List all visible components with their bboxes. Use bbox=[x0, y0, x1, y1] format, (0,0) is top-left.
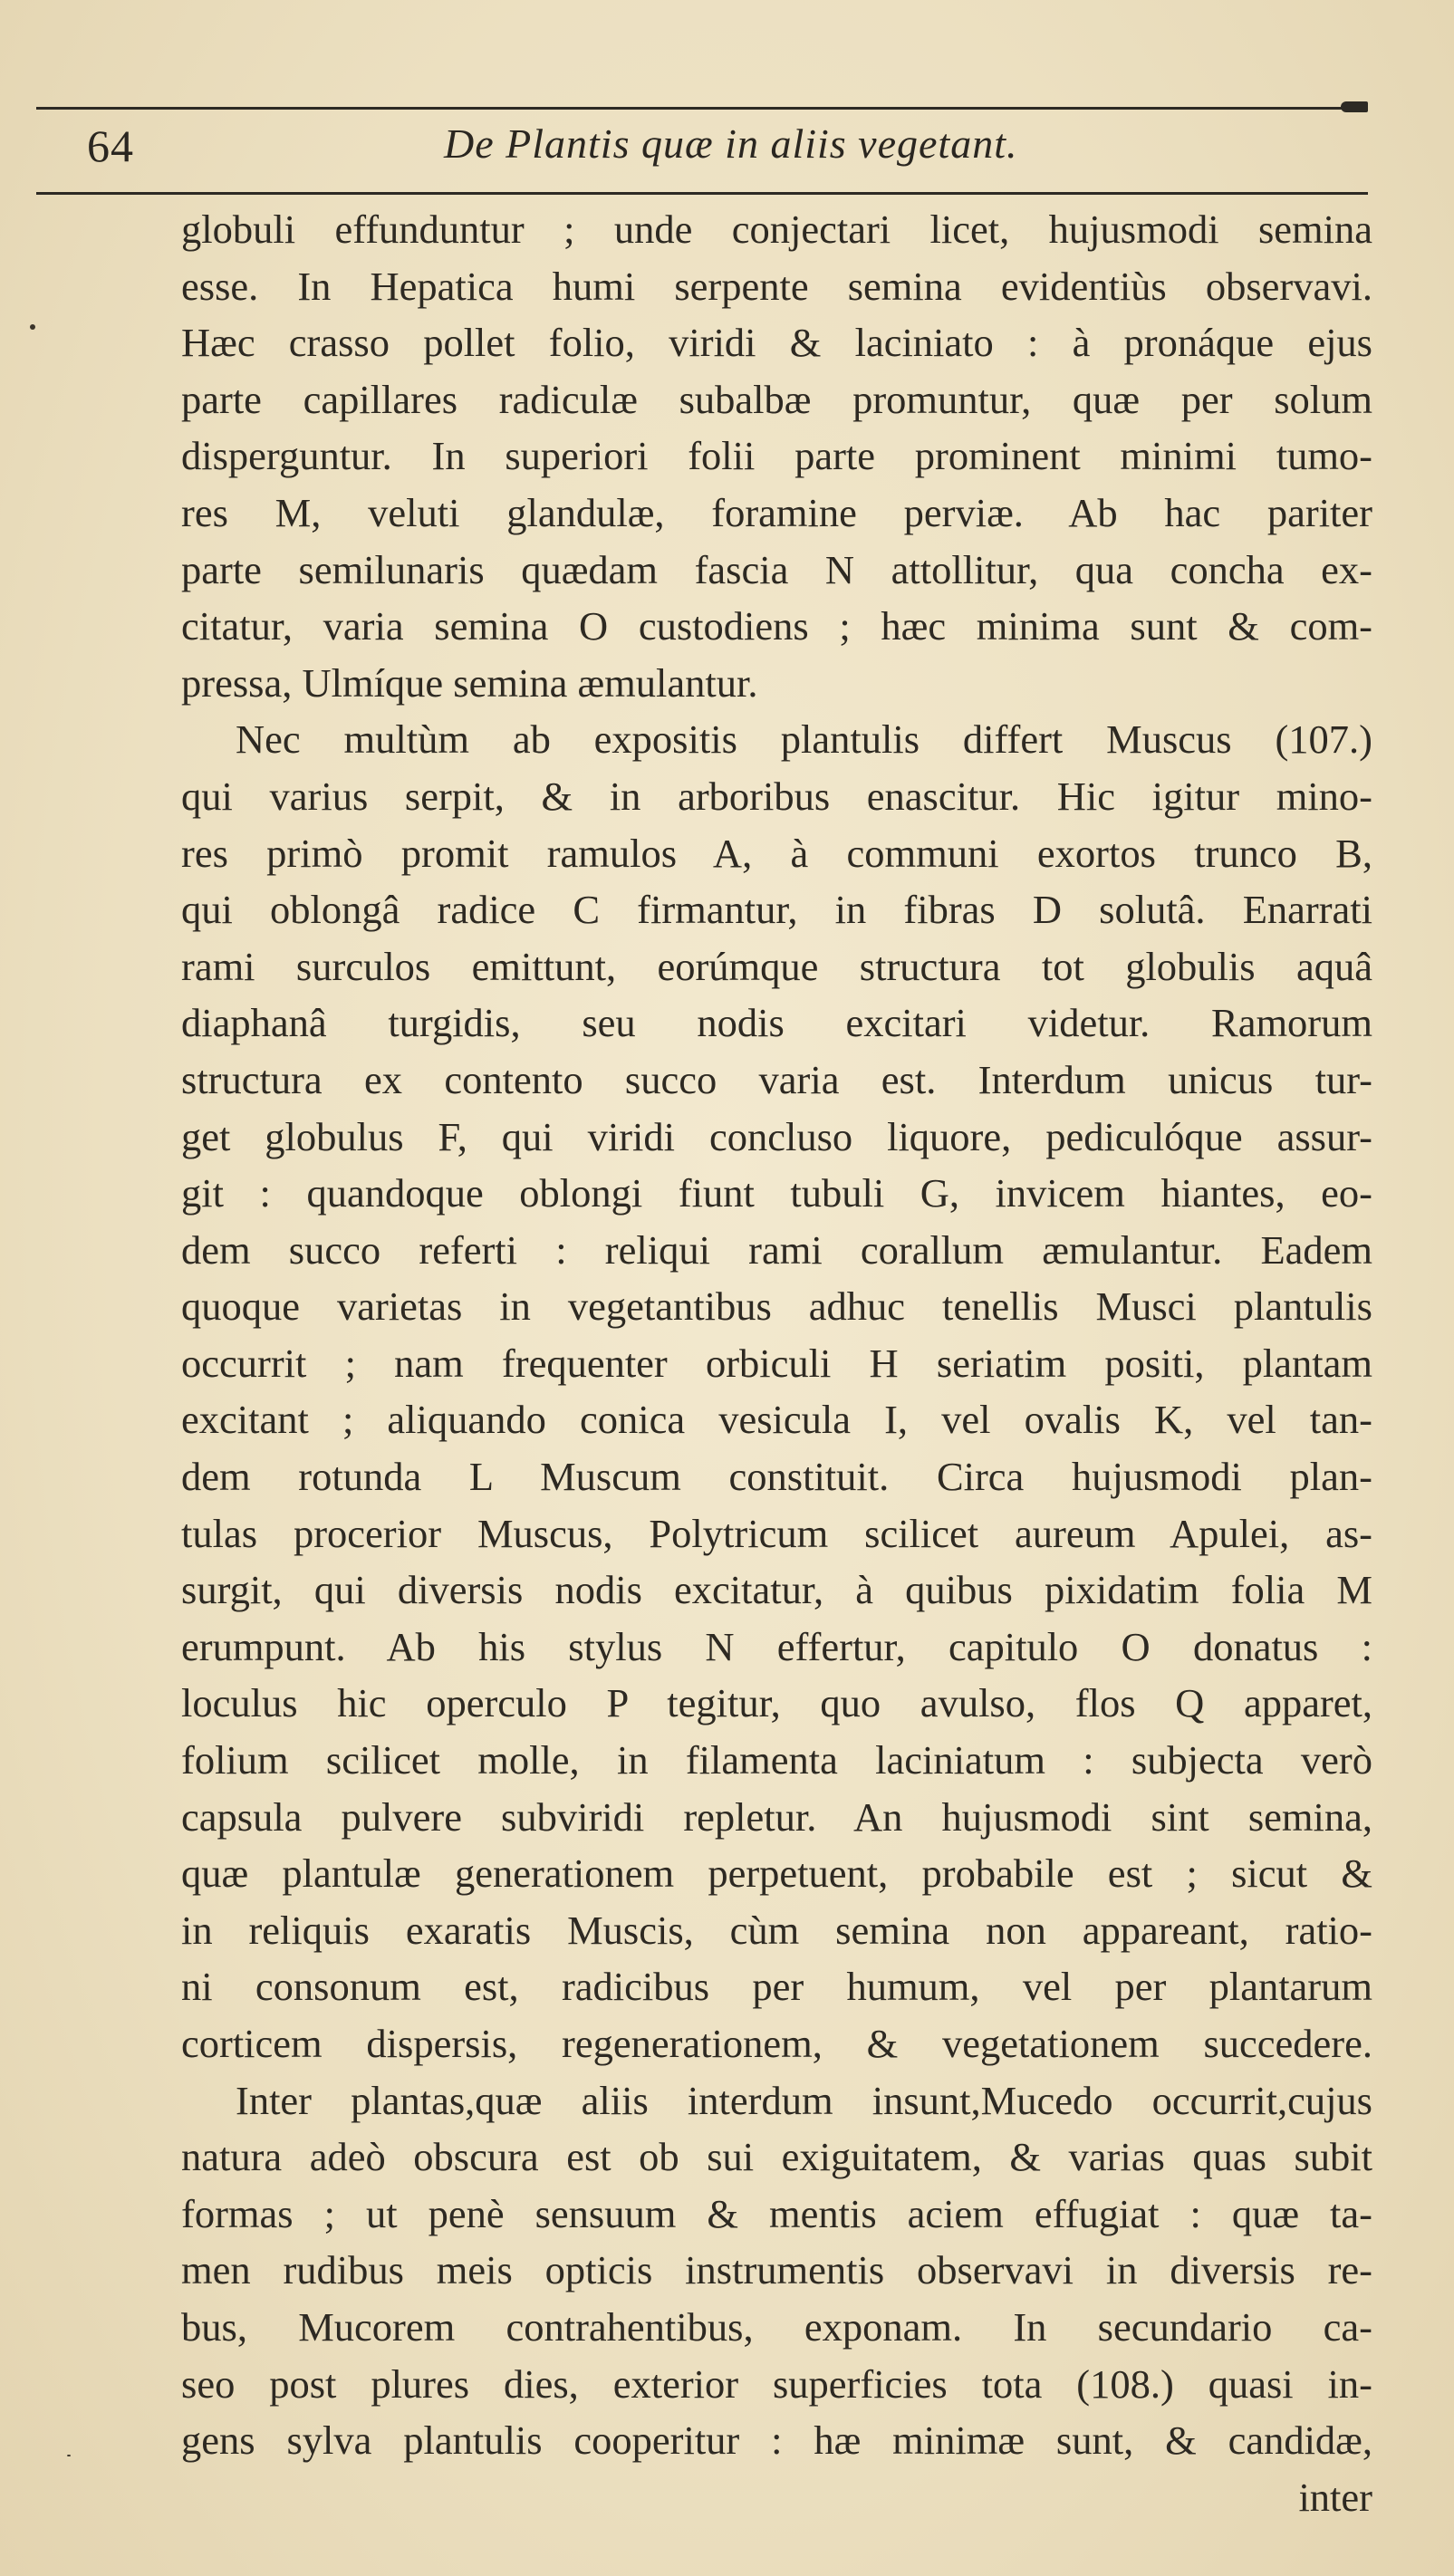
text-line: bus, Mucorem contrahentibus, exponam. In secundario ca- bbox=[181, 2303, 1372, 2350]
text-line: esse. In Hepatica humi serpente semina evidentiùs observavi. bbox=[181, 263, 1372, 309]
text-line: in reliquis exaratis Muscis, cùm semina non appareant, ratio- bbox=[181, 1907, 1372, 1953]
text-line: quæ plantulæ generationem perpetuent, probabile est ; sicut & bbox=[181, 1850, 1372, 1897]
catchword: inter bbox=[1298, 2474, 1372, 2520]
header-rule-ornament bbox=[1341, 101, 1368, 112]
text-line: ni consonum est, radicibus per humum, vel per plantarum bbox=[181, 1964, 1372, 2010]
text-line: parte capillares radiculæ subalbæ promuntur, quæ per solum bbox=[181, 376, 1372, 422]
ink-speck bbox=[67, 2455, 71, 2456]
text-line: dem succo referti : reliqui rami corallum æmulantur. Eadem bbox=[181, 1226, 1372, 1273]
text-line: rami surculos emittunt, eorúmque structura tot globulis aquâ bbox=[181, 943, 1372, 989]
text-line: capsula pulvere subviridi repletur. An hujusmodi sint semina, bbox=[181, 1793, 1372, 1840]
text-line: gens sylva plantulis cooperitur : hæ minimæ sunt, & candidæ, bbox=[181, 2417, 1372, 2464]
text-line: globuli effunduntur ; unde conjectari licet, hujusmodi semina bbox=[181, 207, 1372, 252]
text-line: erumpunt. Ab his stylus N effertur, capitulo O donatus : bbox=[181, 1623, 1372, 1669]
text-line: diaphanâ turgidis, seu nodis excitari videtur. Ramorum bbox=[181, 1000, 1372, 1046]
text-line: disperguntur. In superiori folii parte prominent minimi tumo- bbox=[181, 433, 1372, 479]
text-line: Hæc crasso pollet folio, viridi & laciniato : à pronáque ejus bbox=[181, 320, 1372, 366]
text-line: tulas procerior Muscus, Polytricum scilicet aureum Apulei, as- bbox=[181, 1510, 1372, 1556]
text-line: qui oblongâ radice C firmantur, in fibras D solutâ. Enarrati bbox=[181, 887, 1372, 933]
text-line: Nec multùm ab expositis plantulis differt Muscus (107.) bbox=[236, 716, 1372, 763]
text-line: corticem dispersis, regenerationem, & vegetationem succedere. bbox=[181, 2021, 1372, 2066]
text-line: pressa, Ulmíque semina æmulantur. bbox=[181, 659, 758, 706]
text-line: res primò promit ramulos A, à communi exortos trunco B, bbox=[181, 830, 1372, 876]
text-line: excitant ; aliquando conica vesicula I, vel ovalis K, vel tan- bbox=[181, 1397, 1372, 1443]
text-line: formas ; ut penè sensuum & mentis aciem effugiat : quæ ta- bbox=[181, 2190, 1372, 2236]
text-line: git : quandoque oblongi fiunt tubuli G, invicem hiantes, eo- bbox=[181, 1170, 1372, 1216]
text-line: men rudibus meis opticis instrumentis observavi in diversis re- bbox=[181, 2247, 1372, 2293]
running-title: De Plantis quæ in aliis vegetant. bbox=[444, 120, 1018, 167]
ink-speck bbox=[30, 324, 35, 330]
text-line: qui varius serpit, & in arboribus enascitur. Hic igitur mino- bbox=[181, 773, 1372, 819]
text-line: structura ex contento succo varia est. Interdum unicus tur- bbox=[181, 1056, 1372, 1102]
page-number: 64 bbox=[87, 120, 134, 171]
text-line: get globulus F, qui viridi concluso liquore, pediculóque assur- bbox=[181, 1113, 1372, 1159]
text-line: occurrit ; nam frequenter orbiculi H seriatim positi, plantam bbox=[181, 1340, 1372, 1386]
text-line: res M, veluti glandulæ, foramine perviæ. Ab hac pariter bbox=[181, 489, 1372, 535]
text-line: seo post plures dies, exterior superficies tota (108.) quasi in- bbox=[181, 2360, 1372, 2407]
header-rule-bottom bbox=[36, 192, 1368, 195]
text-line: Inter plantas,quæ aliis interdum insunt,Mucedo occurrit,cujus bbox=[236, 2077, 1372, 2123]
text-line: quoque varietas in vegetantibus adhuc tenellis Musci plantulis bbox=[181, 1283, 1372, 1330]
text-line: loculus hic operculo P tegitur, quo avulso, flos Q apparet, bbox=[181, 1680, 1372, 1726]
text-line: surgit, qui diversis nodis excitatur, à quibus pixidatim folia M bbox=[181, 1567, 1372, 1613]
body-text bbox=[181, 201, 1372, 2525]
text-line: folium scilicet molle, in filamenta laciniatum : subjecta verò bbox=[181, 1737, 1372, 1783]
text-line: parte semilunaris quædam fascia N attollitur, qua concha ex- bbox=[181, 546, 1372, 592]
text-line: citatur, varia semina O custodiens ; hæc minima sunt & com- bbox=[181, 603, 1372, 649]
text-line: dem rotunda L Muscum constituit. Circa hujusmodi plan- bbox=[181, 1454, 1372, 1500]
header-rule-top bbox=[36, 107, 1368, 110]
text-line: natura adeò obscura est ob sui exiguitatem, & varias quas subit bbox=[181, 2134, 1372, 2180]
